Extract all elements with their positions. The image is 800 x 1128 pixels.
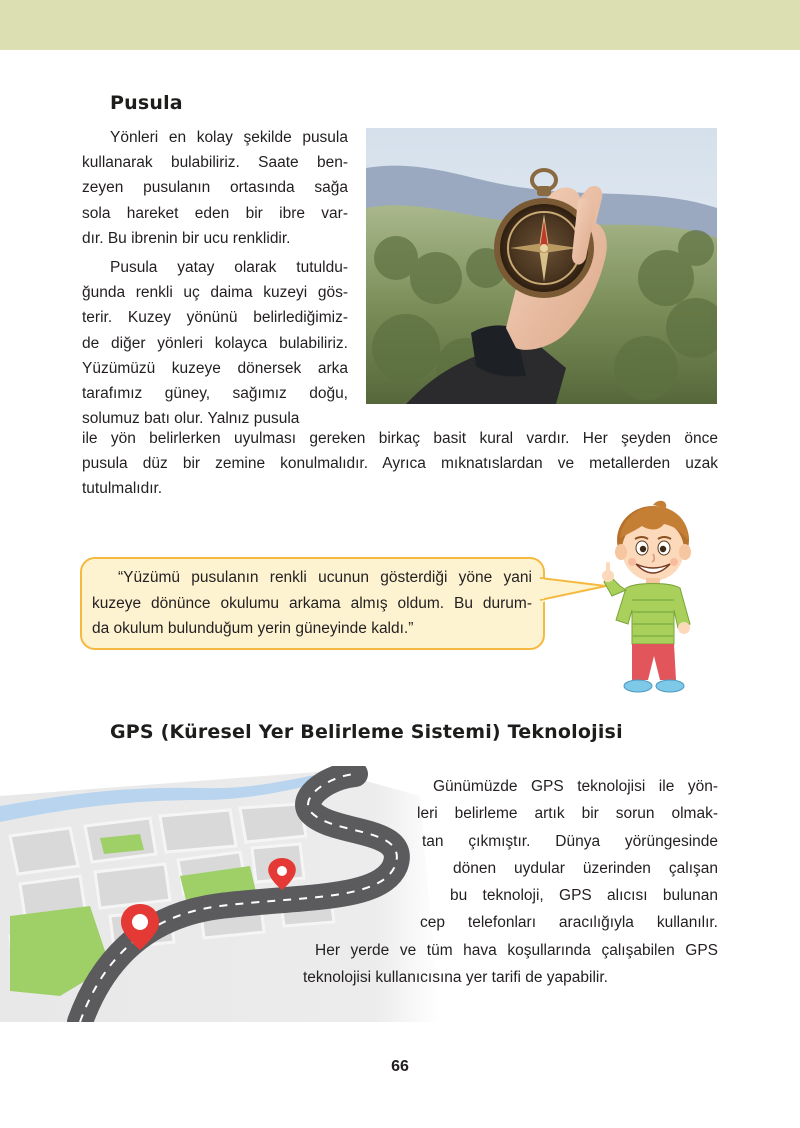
gps-heading: GPS (Küresel Yer Belirleme Sistemi) Teknolojisi: [110, 721, 623, 743]
text-line: da okulum bulunduğum yerin güneyinde kaldı.”: [92, 620, 414, 637]
text-line: ğunda renkli uç daima kuzeyi gös-: [82, 284, 348, 302]
text-line: “Yüzümü pusulanın renkli ucunun gösterdiği yöne yani: [118, 569, 532, 586]
text-line: bu teknoloji, GPS alıcısı bulunan: [450, 887, 718, 905]
compass-photo: [366, 128, 717, 404]
text-line: tan çıkmıştır. Dünya yörüngesinde: [422, 832, 718, 850]
text-line: Yüzümüzü kuzeye dönersek arka: [82, 359, 348, 377]
text-line: Günümüzde GPS teknolojisi ile yön-: [433, 778, 718, 795]
text-line: cep telefonları aracılığıyla kullanılır.: [420, 914, 718, 932]
text-line: sola hareket eden bir ibre var-: [82, 204, 348, 222]
text-line: pusula düz bir zemine konulmalıdır. Ayrıca mıknatıslardan ve metallerden uzak: [82, 455, 718, 473]
text-line: zeyen pusulanın ortasında sağa: [82, 179, 348, 197]
text-line: leri belirleme artık bir sorun olmak-: [417, 805, 718, 823]
text-line: kullanarak bulabiliriz. Saate ben-: [82, 154, 348, 172]
text-line: ile yön belirlerken uyulması gereken birkaç basit kural vardır. Her şeyden önce: [82, 430, 718, 447]
text-line: tarafımız güney, sağımız doğu,: [82, 385, 348, 403]
text-line: dönen uydular üzerinden çalışan: [453, 859, 718, 877]
page-number: 66: [391, 1058, 409, 1075]
pusula-paragraph-1: [82, 125, 348, 251]
text-line: tutulmalıdır.: [82, 480, 163, 498]
text-line: kuzeye dönünce okulumu arkama almış oldum. Bu durum-: [92, 594, 532, 612]
top-color-band: [0, 0, 800, 50]
text-line: terir. Kuzey yönünü belirlediğimiz-: [82, 309, 348, 327]
gps-paragraph: [300, 773, 718, 991]
text-line: de diğer yönleri kolayca bulabiliriz.: [82, 334, 348, 352]
text-line: teknolojisi kullanıcısına yer tarifi de yapabilir.: [303, 969, 608, 987]
text-line: Yönleri en kolay şekilde pusula: [110, 129, 348, 146]
pusula-heading: Pusula: [110, 92, 183, 114]
pusula-paragraph-2: [82, 255, 348, 431]
text-line: dır. Bu ibrenin bir ucu renklidir.: [82, 229, 291, 247]
text-line: solumuz batı olur. Yalnız pusula: [82, 410, 300, 428]
cartoon-boy-illustration: [598, 500, 708, 700]
text-line: Pusula yatay olarak tutuldu-: [110, 259, 348, 276]
pusula-paragraph-3: [82, 426, 718, 502]
speech-bubble-text: [92, 565, 532, 642]
text-line: Her yerde ve tüm hava koşullarında çalışabilen GPS: [315, 941, 718, 959]
